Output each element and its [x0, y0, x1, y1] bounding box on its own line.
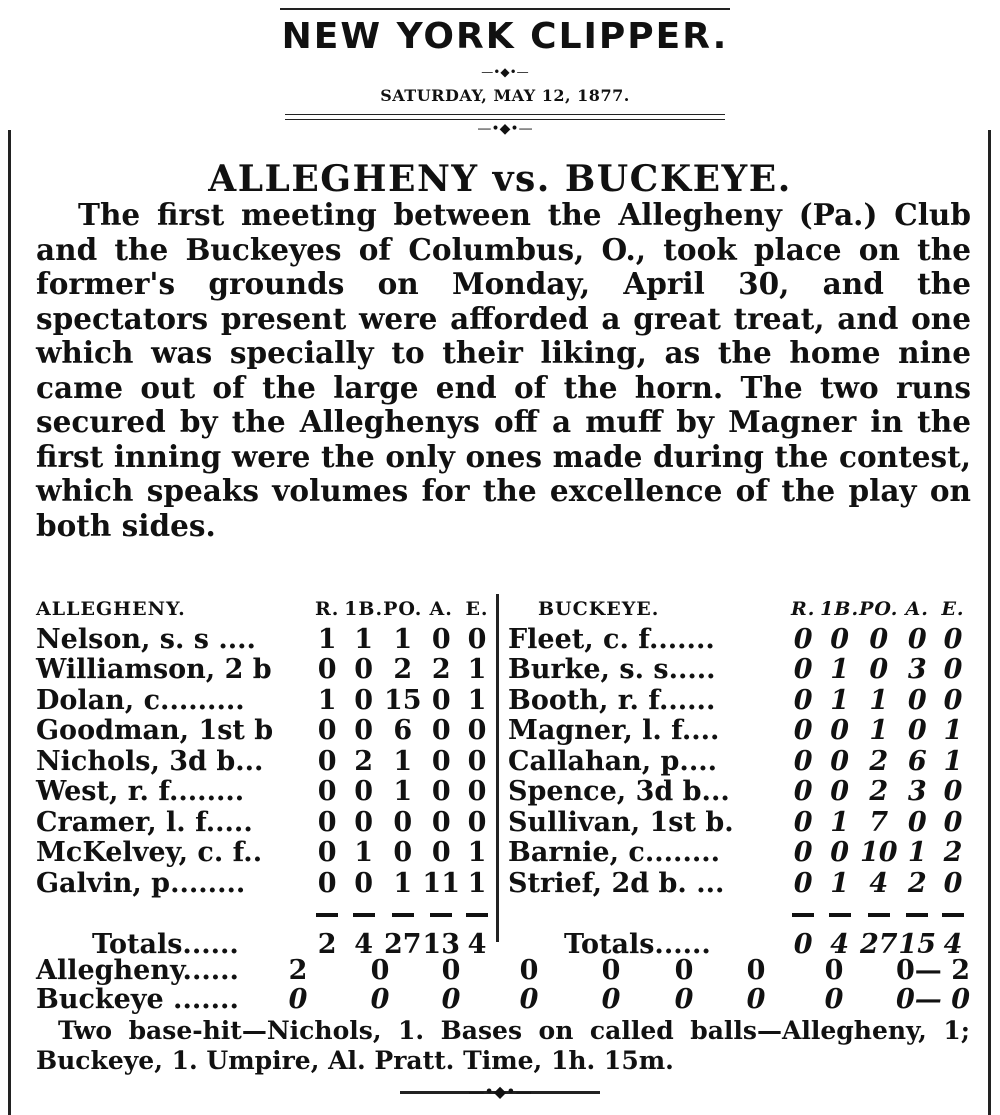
stat-cell: 1 — [393, 867, 413, 899]
line-score-total: 0— 0 — [896, 984, 970, 1015]
table-header-row — [508, 594, 970, 625]
stat-cell: 1 — [393, 623, 413, 655]
table-row — [36, 838, 494, 869]
inning-score: 0 — [601, 955, 621, 986]
table-row — [508, 808, 970, 839]
stat-cell: 1 — [830, 684, 850, 716]
player-name: Fleet, c. f....... — [508, 623, 715, 655]
box-score-divider — [496, 594, 499, 942]
newspaper-title: NEW YORK CLIPPER. — [281, 16, 729, 57]
line-score — [36, 956, 970, 1014]
stat-cell: 0 — [793, 654, 813, 685]
stat-cell: 0 — [431, 684, 451, 716]
bottom-ornament: —•◆•— — [468, 1082, 532, 1101]
stat-cell: 0 — [793, 837, 813, 868]
stat-cell: 0 — [907, 684, 927, 716]
stat-cell: 0 — [354, 806, 374, 838]
stat-cell: 0 — [907, 806, 927, 838]
player-name: Goodman, 1st b — [36, 715, 274, 746]
stat-cell: 1 — [317, 684, 337, 716]
stat-cell: 0 — [830, 776, 850, 807]
totals-label: Totals...... — [92, 928, 239, 960]
article-body: The first meeting between the Allegheny (Pa.) Club and the Buckeyes of Columbus, O., took place on the former's grounds on Monday, April 30, and the spectators present were afforded a great treat, and one which was specially to their liking, as the home nine came out of the large end of the horn. The two runs secured by the Alleghenys off a muff by Magner in the first inning were the only ones made during the contest, which speaks volumes for the excellence of the play on both sides. — [36, 197, 971, 543]
stat-cell: 0 — [317, 654, 337, 685]
stat-cell: 1 — [943, 715, 963, 746]
stat-cell: 1 — [467, 654, 487, 685]
stat-cell: 2 — [354, 745, 374, 777]
stat-cell: 0 — [354, 715, 374, 746]
player-name: Nelson, s. s .... — [36, 623, 256, 655]
column-border-left — [8, 130, 11, 1115]
inning-score: 0 — [441, 955, 461, 986]
total-cell: 2 — [317, 928, 337, 960]
inning-score: 0 — [824, 984, 844, 1015]
stat-cell: 0 — [793, 745, 813, 777]
stat-cell: 0 — [869, 654, 889, 685]
stat-cell: 0 — [830, 745, 850, 777]
stat-cell: 1 — [869, 684, 889, 716]
player-name: Williamson, 2 b — [36, 654, 272, 685]
stat-cell: 0 — [431, 806, 451, 838]
inning-score: 0 — [601, 984, 621, 1015]
stat-cell: 1 — [869, 715, 889, 746]
stat-cell: 2 — [943, 837, 963, 868]
table-row — [508, 655, 970, 686]
table-header-row — [36, 594, 494, 625]
masthead-ornament: —•◆•— — [481, 65, 529, 79]
stat-cell: 2 — [393, 654, 413, 685]
stat-cell: 0 — [793, 867, 813, 899]
total-cell: 27 — [859, 928, 898, 960]
player-name: Burke, s. s..... — [508, 654, 716, 685]
line-score-total: 0— 2 — [896, 955, 970, 986]
stat-cell: 1 — [317, 623, 337, 655]
stat-cell: 6 — [907, 745, 927, 777]
stat-cell: 0 — [431, 745, 451, 777]
stat-cell: 0 — [907, 715, 927, 746]
stat-cell: 10 — [859, 837, 898, 868]
stat-cell: 1 — [467, 867, 487, 899]
stat-cell: 1 — [393, 745, 413, 777]
column-header: 1B. — [344, 598, 384, 620]
inning-score: 0 — [746, 984, 766, 1015]
player-name: McKelvey, c. f.. — [36, 837, 263, 868]
inning-score: 0 — [519, 955, 539, 986]
stat-cell: 0 — [830, 623, 850, 655]
stat-cell: 0 — [467, 806, 487, 838]
stat-cell: 1 — [467, 684, 487, 716]
stat-cell: 1 — [943, 745, 963, 777]
stat-cell: 3 — [907, 776, 927, 807]
table-row — [508, 838, 970, 869]
stat-cell: 0 — [393, 837, 413, 868]
stat-cell: 3 — [907, 654, 927, 685]
masthead-rule — [285, 114, 725, 115]
player-name: West, r. f........ — [36, 776, 245, 807]
table-row — [508, 625, 970, 656]
stat-cell: 0 — [943, 623, 963, 655]
player-name: Strief, 2d b. ... — [508, 867, 725, 899]
stat-cell: 0 — [467, 776, 487, 807]
inning-score: 2 — [288, 955, 308, 986]
line-score-team: Allegheny...... — [36, 955, 239, 986]
column-header: A. — [429, 598, 453, 620]
stat-cell: 2 — [869, 776, 889, 807]
stat-cell: 0 — [943, 654, 963, 685]
total-cell: 4 — [943, 928, 963, 960]
inning-score: 0 — [370, 984, 390, 1015]
table-row — [508, 747, 970, 778]
stat-cell: 2 — [431, 654, 451, 685]
inning-score: 0 — [674, 955, 694, 986]
stat-cell: 0 — [467, 715, 487, 746]
inning-score: 0 — [519, 984, 539, 1015]
stat-cell: 0 — [317, 745, 337, 777]
team-header: ALLEGHENY. — [36, 598, 186, 620]
total-cell: 4 — [354, 928, 374, 960]
allegheny-table — [36, 594, 494, 960]
team-header: BUCKEYE. — [538, 598, 660, 620]
table-row — [508, 686, 970, 717]
dash-row — [508, 899, 970, 930]
column-header: 1B. — [820, 598, 860, 620]
stat-cell: 0 — [907, 623, 927, 655]
player-name: Galvin, p........ — [36, 867, 246, 899]
stat-cell: 0 — [793, 806, 813, 838]
player-name: Magner, l. f.... — [508, 715, 720, 746]
article-headline: ALLEGHENY vs. BUCKEYE. — [208, 158, 792, 200]
stat-cell: 0 — [943, 684, 963, 716]
dateline: SATURDAY, MAY 12, 1877. — [380, 86, 630, 105]
masthead-top-rule — [280, 8, 730, 10]
masthead — [270, 0, 740, 125]
table-row — [508, 777, 970, 808]
stat-cell: 0 — [830, 715, 850, 746]
player-name: Callahan, p.... — [508, 745, 718, 777]
stat-cell: 0 — [393, 806, 413, 838]
column-header: PO. — [383, 598, 423, 620]
box-score-allegheny — [36, 594, 494, 960]
stat-cell: 0 — [431, 776, 451, 807]
stat-cell: 4 — [869, 867, 889, 899]
total-cell: 4 — [467, 928, 487, 960]
stat-cell: 1 — [354, 623, 374, 655]
totals-label: Totals...... — [564, 928, 711, 960]
inning-score: 0 — [674, 984, 694, 1015]
column-header: R. — [314, 598, 340, 620]
stat-cell: 0 — [467, 623, 487, 655]
total-cell: 13 — [422, 928, 460, 960]
table-row — [36, 655, 494, 686]
stat-cell: 0 — [317, 867, 337, 899]
stat-cell: 0 — [830, 837, 850, 868]
box-score-buckeye — [508, 594, 970, 960]
line-score-team: Buckeye ....... — [36, 984, 239, 1015]
total-cell: 15 — [898, 928, 936, 960]
stat-cell: 0 — [467, 745, 487, 777]
player-name: Spence, 3d b... — [508, 776, 730, 807]
stat-cell: 1 — [354, 837, 374, 868]
stat-cell: 1 — [393, 776, 413, 807]
masthead-bottom-ornament: —•◆•— — [477, 121, 533, 137]
stat-cell: 15 — [383, 684, 422, 716]
buckeye-table — [508, 594, 970, 960]
total-cell: 4 — [830, 928, 850, 960]
stat-cell: 0 — [793, 684, 813, 716]
player-name: Dolan, c......... — [36, 684, 245, 716]
column-header: A. — [905, 598, 929, 620]
stat-cell: 11 — [422, 867, 460, 899]
stat-cell: 0 — [943, 806, 963, 838]
table-row — [508, 716, 970, 747]
stat-cell: 0 — [793, 776, 813, 807]
stat-cell: 0 — [793, 715, 813, 746]
column-header: PO. — [859, 598, 899, 620]
stat-cell: 0 — [354, 776, 374, 807]
stat-cell: 1 — [907, 837, 927, 868]
table-row — [36, 869, 494, 900]
table-row — [36, 686, 494, 717]
player-name: Sullivan, 1st b. — [508, 806, 734, 838]
stat-cell: 1 — [467, 837, 487, 868]
line-score-row-buckeye — [36, 985, 970, 1014]
stat-cell: 0 — [354, 684, 374, 716]
table-row — [36, 747, 494, 778]
dash-row — [36, 899, 494, 930]
column-header: E. — [465, 598, 489, 620]
stat-cell: 6 — [393, 715, 413, 746]
inning-score: 0 — [370, 955, 390, 986]
total-cell: 27 — [383, 928, 422, 960]
stat-cell: 0 — [431, 837, 451, 868]
stat-cell: 0 — [317, 806, 337, 838]
stat-cell: 1 — [830, 806, 850, 838]
inning-score: 0 — [824, 955, 844, 986]
stat-cell: 0 — [317, 715, 337, 746]
table-row — [36, 808, 494, 839]
stat-cell: 1 — [830, 867, 850, 899]
table-row — [36, 716, 494, 747]
stat-cell: 7 — [869, 806, 889, 838]
stat-cell: 0 — [431, 623, 451, 655]
player-name: Barnie, c........ — [508, 837, 721, 868]
stat-cell: 2 — [907, 867, 927, 899]
total-cell: 0 — [793, 928, 813, 960]
masthead-rule-2 — [285, 119, 725, 120]
table-row — [508, 869, 970, 900]
column-border-right — [988, 130, 991, 1115]
player-name: Nichols, 3d b... — [36, 745, 264, 777]
column-header: E. — [941, 598, 965, 620]
stat-cell: 0 — [431, 715, 451, 746]
stat-cell: 0 — [793, 623, 813, 655]
stat-cell: 0 — [869, 623, 889, 655]
column-header: R. — [790, 598, 816, 620]
table-row — [36, 777, 494, 808]
stat-cell: 0 — [317, 776, 337, 807]
player-name: Cramer, l. f..... — [36, 806, 253, 838]
player-name: Booth, r. f...... — [508, 684, 716, 716]
stat-cell: 0 — [354, 867, 374, 899]
stat-cell: 0 — [943, 776, 963, 807]
table-row — [36, 625, 494, 656]
stat-cell: 0 — [354, 654, 374, 685]
stat-cell: 0 — [943, 867, 963, 899]
game-summary: Two base-hit—Nichols, 1. Bases on called balls—Allegheny, 1; Buckeye, 1. Umpire, Al. Pratt. Time, 1h. 15m. — [36, 1016, 970, 1075]
stat-cell: 1 — [830, 654, 850, 685]
stat-cell: 2 — [869, 745, 889, 777]
inning-score: 0 — [746, 955, 766, 986]
inning-score: 0 — [441, 984, 461, 1015]
line-score-row-allegheny — [36, 956, 970, 985]
inning-score: 0 — [288, 984, 308, 1015]
stat-cell: 0 — [317, 837, 337, 868]
